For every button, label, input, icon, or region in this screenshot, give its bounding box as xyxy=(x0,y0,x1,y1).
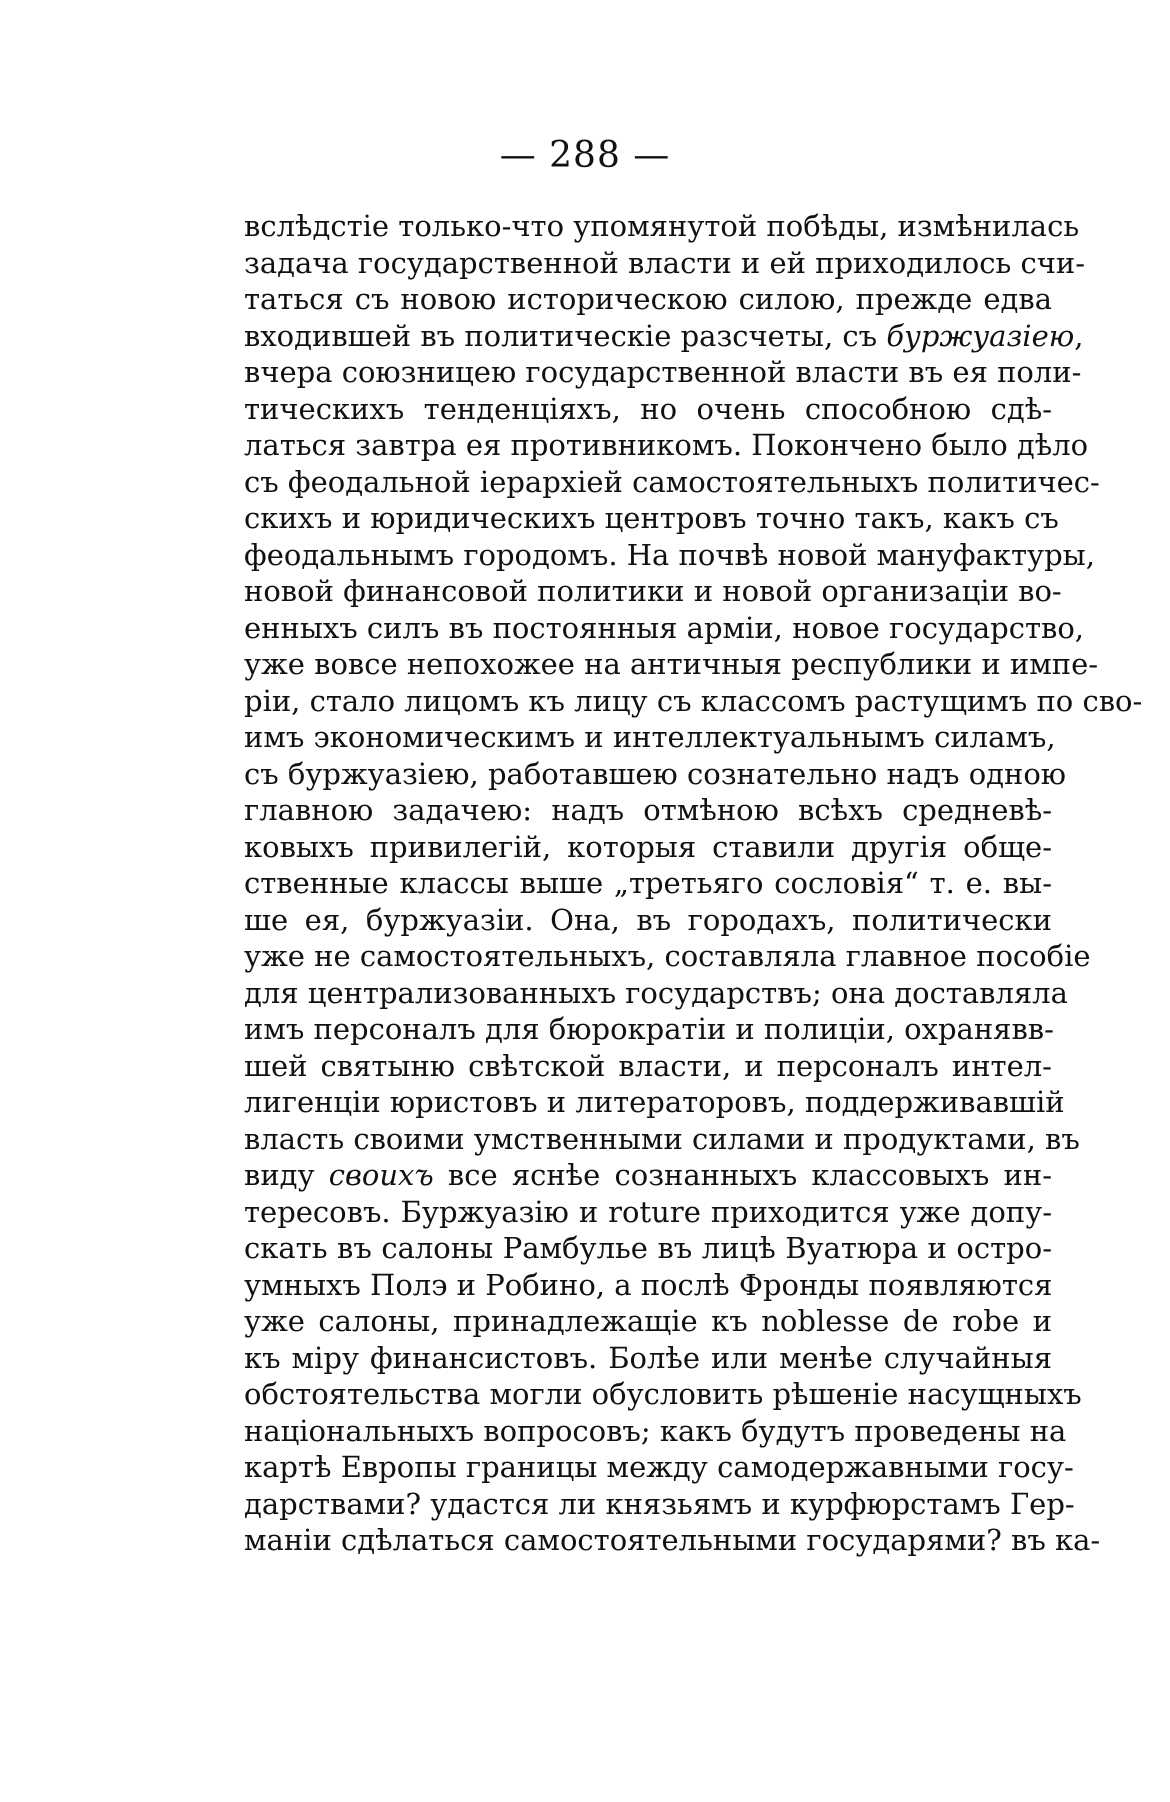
text-run: для централизованныхъ государствъ; она доставляла xyxy=(244,975,1068,1010)
text-run: маніи сдѣлаться самостоятельными государями? въ ка- xyxy=(244,1523,1101,1557)
text-line xyxy=(244,464,1100,501)
text-line xyxy=(244,683,1143,720)
text-run: ственные классы выше „третьяго сословія“ т. е. вы- xyxy=(244,866,1052,900)
text-run: имъ персоналъ для бюрократіи и полиціи, охранявв- xyxy=(244,1012,1054,1046)
text-line xyxy=(244,1303,1052,1340)
text-run: феодальнымъ городомъ. На почвѣ новой мануфактуры, xyxy=(244,537,1095,572)
text-line xyxy=(244,829,1052,866)
text-run: латься завтра ея противникомъ. Покончено было дѣло xyxy=(244,428,1089,462)
text-run: таться съ новою историческою силою, прежде едва xyxy=(244,282,1052,316)
text-line xyxy=(244,427,1089,464)
text-run: дарствами? удастся ли князьямъ и курфюрстамъ Гер- xyxy=(244,1486,1075,1521)
text-line xyxy=(244,1267,1052,1304)
text-run: скать въ салоны Рамбулье въ лицѣ Вуатюра и остро- xyxy=(244,1231,1052,1265)
text-line xyxy=(244,1413,1067,1450)
text-run: ковыхъ привилегій, которыя ставили другія обще- xyxy=(244,829,1052,864)
text-run: лигенціи юристовъ и литераторовъ, поддерживавшій xyxy=(244,1085,1065,1119)
text-run: ше ея, буржуазіи. Она, въ городахъ, политически xyxy=(244,902,1052,937)
text-line xyxy=(244,1121,1080,1158)
text-line xyxy=(244,500,1059,537)
text-run: задача государственной власти и ей приходилось счи- xyxy=(244,245,1086,280)
text-run: обстоятельства могли обусловить рѣшеніе насущныхъ xyxy=(244,1377,1082,1411)
text-line xyxy=(244,1048,1052,1085)
text-line xyxy=(244,1011,1052,1048)
text-line xyxy=(244,354,1082,391)
text-line xyxy=(244,1522,1101,1559)
text-line xyxy=(244,792,1052,829)
text-run: уже салоны, принадлежащіе къ noblesse de robe и xyxy=(244,1304,1052,1338)
italic-run: буржуазіею xyxy=(886,318,1075,353)
text-run: входившей въ политическіе разсчеты, съ xyxy=(244,318,887,353)
text-run: , xyxy=(1074,318,1084,353)
text-line xyxy=(244,1449,1074,1486)
text-line xyxy=(244,391,1052,428)
text-run: тическихъ тенденціяхъ, но очень способною сдѣ- xyxy=(244,391,1052,426)
text-line xyxy=(244,208,1080,245)
text-line xyxy=(244,1486,1075,1523)
text-line xyxy=(244,245,1086,282)
text-run: картѣ Европы границы между самодержавными госу- xyxy=(244,1450,1074,1484)
text-run: новой финансовой политики и новой организаціи во- xyxy=(244,574,1062,608)
text-line xyxy=(244,281,1052,318)
text-run: умныхъ Полэ и Робино, а послѣ Фронды появляются xyxy=(244,1267,1053,1302)
text-run: съ буржуазіею, работавшею сознательно надъ одною xyxy=(244,756,1067,791)
text-line xyxy=(244,1194,1052,1231)
text-run: къ міру финансистовъ. Болѣе или менѣе случайныя xyxy=(244,1340,1052,1375)
text-run: вчера союзницею государственной власти въ ея поли- xyxy=(244,355,1082,389)
text-line xyxy=(244,318,1084,355)
text-run: ріи, стало лицомъ къ лицу съ классомъ растущимъ по сво- xyxy=(244,683,1143,718)
text-run: уже не самостоятельныхъ, составляла главное пособіе xyxy=(244,939,1091,973)
text-run: національныхъ вопросовъ; какъ будутъ проведены на xyxy=(244,1413,1067,1448)
body-text xyxy=(244,208,1143,1559)
text-run: власть своими умственными силами и продуктами, въ xyxy=(244,1121,1080,1156)
text-run: все яснѣе сознанныхъ классовыхъ ин- xyxy=(433,1158,1053,1192)
text-line xyxy=(244,719,1056,756)
text-run: вслѣдстіе только-что упомянутой побѣды, измѣнилась xyxy=(244,209,1080,243)
text-run: тересовъ. Буржуазію и roture приходится уже допу- xyxy=(244,1194,1052,1229)
text-run: съ феодальной іерархіей самостоятельныхъ политичес- xyxy=(244,464,1100,499)
text-line xyxy=(244,902,1052,939)
text-line xyxy=(244,537,1095,574)
text-line xyxy=(244,610,1085,647)
text-line xyxy=(244,573,1062,610)
text-run: имъ экономическимъ и интеллектуальнымъ силамъ, xyxy=(244,720,1056,754)
page-number: — 288 — xyxy=(499,135,671,176)
text-run: скихъ и юридическихъ центровъ точно такъ, какъ съ xyxy=(244,501,1059,535)
text-line xyxy=(244,1340,1052,1377)
text-line xyxy=(244,865,1052,902)
italic-run: своихъ xyxy=(328,1158,434,1192)
text-line xyxy=(244,1230,1052,1267)
text-line xyxy=(244,1157,1052,1194)
text-line xyxy=(244,975,1068,1012)
text-line xyxy=(244,756,1067,793)
text-line xyxy=(244,1376,1082,1413)
text-line xyxy=(244,646,1099,683)
text-line xyxy=(244,938,1091,975)
text-run: главною задачею: надъ отмѣною всѣхъ средневѣ- xyxy=(244,793,1052,827)
text-line xyxy=(244,1084,1065,1121)
text-run: енныхъ силъ въ постоянныя арміи, новое государство, xyxy=(244,610,1085,645)
text-run: шей святыню свѣтской власти, и персоналъ интел- xyxy=(244,1048,1052,1083)
text-run: виду xyxy=(244,1158,329,1192)
text-run: уже вовсе непохожее на античныя республики и импе- xyxy=(244,647,1099,681)
